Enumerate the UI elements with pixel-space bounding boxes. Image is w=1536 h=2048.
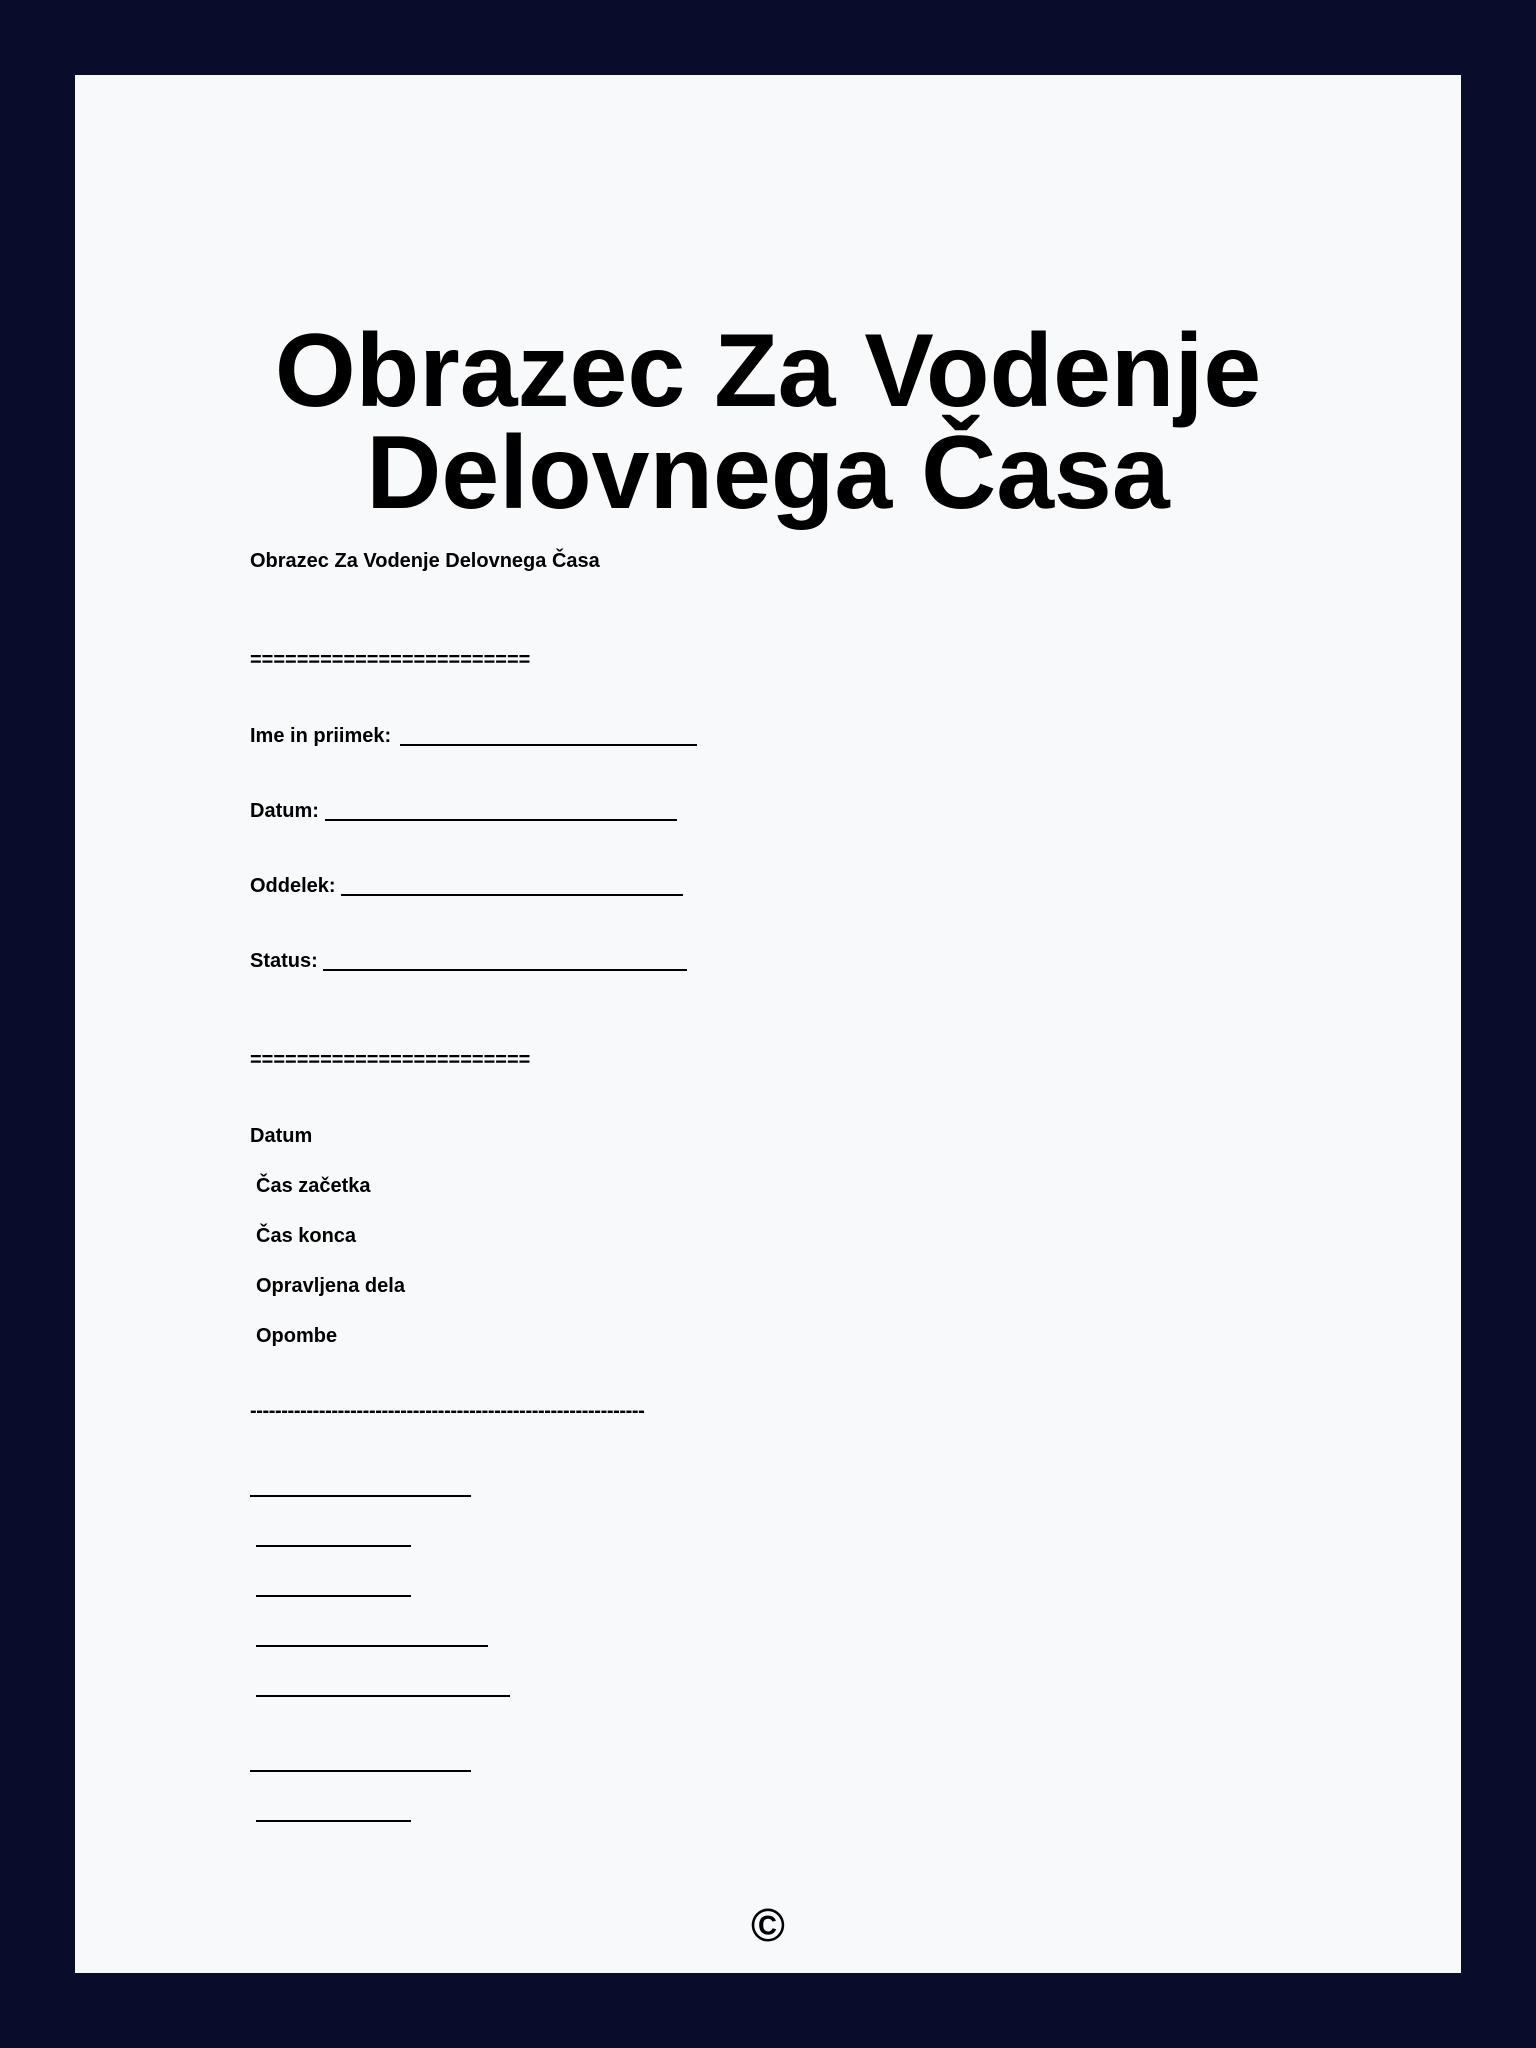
document-page: [75, 75, 1461, 1973]
field-department-label: Oddelek:: [250, 875, 336, 897]
column-start-time: Čas začetka: [256, 1175, 371, 1197]
entry-work-blank[interactable]: [256, 1645, 488, 1647]
field-date-label: Datum:: [250, 800, 319, 822]
separator-line: ========================: [250, 649, 531, 671]
entry-end-blank[interactable]: [256, 1595, 411, 1597]
entry-start-blank[interactable]: [256, 1820, 411, 1822]
column-notes: Opombe: [256, 1325, 338, 1347]
separator-line: ========================: [250, 1049, 531, 1071]
copyright-symbol: ©: [751, 1899, 785, 1951]
status-input-line[interactable]: [323, 969, 687, 971]
date-input-line[interactable]: [325, 819, 677, 821]
dash-separator: ---------------------------------------------------------------: [250, 1400, 645, 1422]
column-end-time: Čas konca: [256, 1225, 357, 1247]
page-title: Obrazec Za Vodenje Delovnega Časa: [274, 313, 1262, 531]
name-input-line[interactable]: [400, 744, 697, 746]
field-name-label: Ime in priimek:: [250, 725, 392, 747]
document-subtitle: Obrazec Za Vodenje Delovnega Časa: [250, 550, 600, 572]
column-date: Datum: [250, 1125, 313, 1147]
entry-notes-blank[interactable]: [256, 1695, 510, 1697]
department-input-line[interactable]: [341, 894, 683, 896]
column-work-done: Opravljena dela: [256, 1275, 405, 1297]
entry-date-blank[interactable]: [250, 1495, 471, 1497]
entry-start-blank[interactable]: [256, 1545, 411, 1547]
field-status-label: Status:: [250, 950, 318, 972]
entry-date-blank[interactable]: [250, 1770, 471, 1772]
